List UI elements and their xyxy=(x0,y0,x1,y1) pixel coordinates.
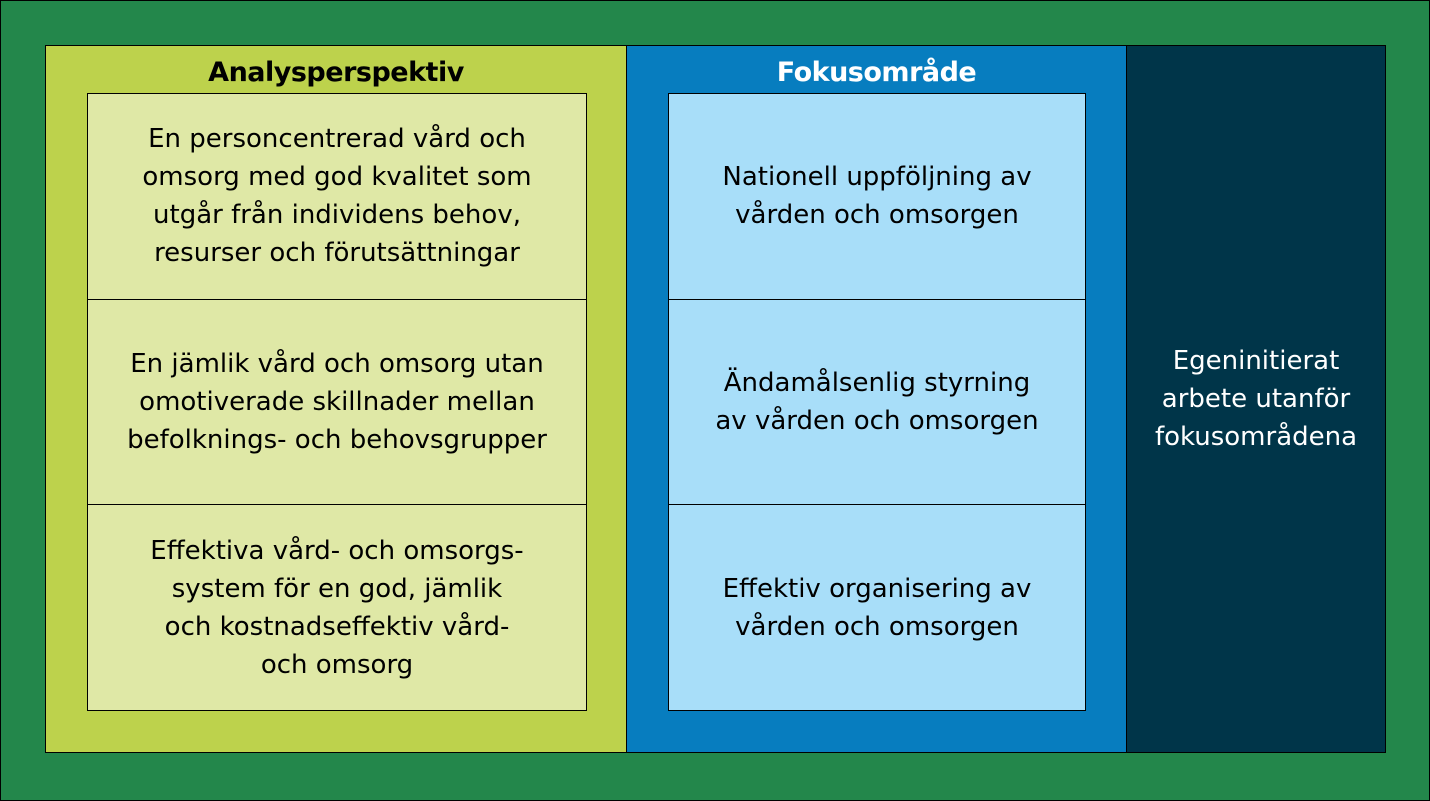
self-initiated-work-column xyxy=(1126,45,1386,753)
focus-item-text: Nationell uppföljning av vården och omsorgen xyxy=(722,162,1032,231)
analysis-perspective-column xyxy=(45,45,627,753)
analysis-perspective-list xyxy=(87,93,587,711)
focus-area-title: Fokusområde xyxy=(776,56,977,88)
analysis-item-person-centred xyxy=(88,94,586,299)
focus-item-organisation xyxy=(669,504,1085,710)
focus-item-text: Effektiv organisering av vården och omsorgen xyxy=(722,573,1032,642)
focus-item-governance xyxy=(669,299,1085,505)
focus-item-national-follow-up xyxy=(669,94,1085,299)
focus-item-text: Ändamålsenlig styrning av vården och omsorgen xyxy=(715,368,1039,436)
analysis-item-text: En jämlik vård och omsorg utan omotiverade skillnader mellan befolknings- och behovsgrupper xyxy=(127,349,547,455)
focus-area-column xyxy=(626,45,1127,753)
analysis-item-equal-care xyxy=(88,299,586,505)
analysis-item-efficient-systems xyxy=(88,504,586,710)
analysis-item-text: En personcentrerad vård och omsorg med god kvalitet som utgår från individens behov, resurser och förutsättningar xyxy=(142,124,532,269)
analysis-item-text: Effektiva vård- och omsorgs- system för en god, jämlik och kostnadseffektiv vård- och omsorg xyxy=(150,535,524,680)
analysis-perspective-title: Analysperspektiv xyxy=(208,56,464,88)
self-initiated-work-text: Egeninitierat arbete utanför fokusområdena xyxy=(1154,346,1358,452)
focus-area-list xyxy=(668,93,1086,711)
